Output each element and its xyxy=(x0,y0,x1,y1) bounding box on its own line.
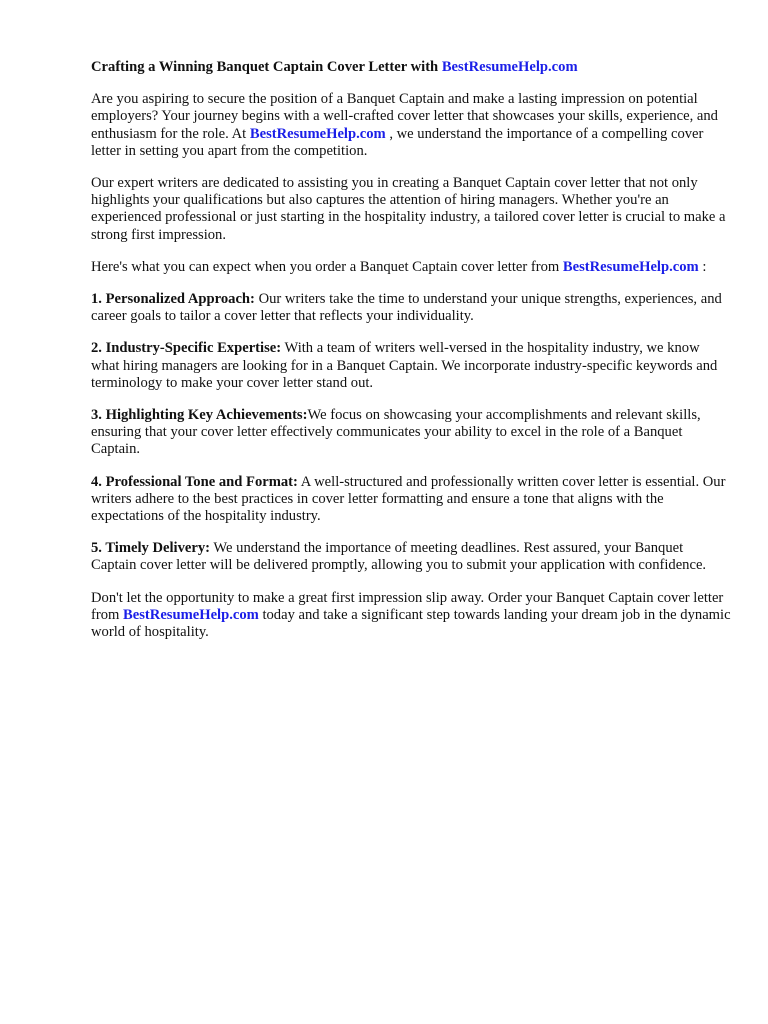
list-item-text: We focus on showcasing your accomplishments and relevant skills, ensuring that your cover letter effectively communicates your ability to excel in the role of a Banquet Captain. xyxy=(91,407,701,458)
intro-text-before: Are you aspiring to secure the position of a Banquet Captain and make a lasting impression on potential employers? Your journey begins with a well-crafted cover letter that showcases your skills, experience, and enthusiasm for the role. At xyxy=(91,91,718,142)
closing-site-link[interactable]: BestResumeHelp.com xyxy=(123,606,259,623)
title-site-link[interactable]: BestResumeHelp.com xyxy=(441,59,578,75)
list-item-tone-format xyxy=(91,474,731,526)
document-page xyxy=(91,59,731,656)
expect-paragraph xyxy=(91,259,731,276)
intro-text-after: , we understand the importance of a compelling cover letter in setting you apart from the competition. xyxy=(91,125,704,159)
list-item-heading: 2. Industry-Specific Expertise: xyxy=(91,340,282,357)
document-title xyxy=(91,59,731,76)
list-item-heading: 3. Highlighting Key Achievements: xyxy=(91,407,308,424)
list-item-heading: 5. Timely Delivery: xyxy=(91,540,211,557)
closing-paragraph xyxy=(91,590,731,642)
closing-text-before: Don't let the opportunity to make a great first impression slip away. Order your Banquet Captain cover letter from xyxy=(91,589,724,623)
title-text: Crafting a Winning Banquet Captain Cover Letter with xyxy=(91,59,442,75)
list-item-personalized-approach xyxy=(91,291,731,325)
list-item-text: We understand the importance of meeting deadlines. Rest assured, your Banquet Captain cover letter will be delivered promptly, allowing you to submit your application with confidence. xyxy=(91,540,707,574)
expect-text-before: Here's what you can expect when you order a Banquet Captain cover letter from xyxy=(91,258,563,275)
list-item-text: With a team of writers well-versed in the hospitality industry, we know what hiring managers are looking for in a Banquet Captain. We incorporate industry-specific keywords and terminology to make your cover letter stand out. xyxy=(91,340,718,391)
intro-site-link[interactable]: BestResumeHelp.com xyxy=(249,125,386,142)
list-item-key-achievements xyxy=(91,407,731,459)
intro-paragraph xyxy=(91,91,731,160)
expect-site-link[interactable]: BestResumeHelp.com xyxy=(562,258,699,275)
list-item-heading: 4. Professional Tone and Format: xyxy=(91,473,298,490)
closing-text-after: today and take a significant step towards landing your dream job in the dynamic world of hospitality. xyxy=(91,606,731,641)
expect-text-after: : xyxy=(698,258,707,275)
list-item-heading: 1. Personalized Approach: xyxy=(91,291,255,308)
list-item-text: A well-structured and professionally written cover letter is essential. Our writers adhere to the best practices in cover letter formatting and ensure a tone that aligns with the expectations of the hospitality industry. xyxy=(91,473,726,525)
list-item-text: Our writers take the time to understand your unique strengths, experiences, and career goals to tailor a cover letter that reflects your individuality. xyxy=(91,291,722,325)
list-item-timely-delivery xyxy=(91,540,731,574)
writers-paragraph: Our expert writers are dedicated to assisting you in creating a Banquet Captain cover letter that not only highlights your qualifications but also captures the attention of hiring managers. Whether you're an experienced professional or just starting in the hospitality industry, a tailored cover letter is crucial to make a strong first impression. xyxy=(91,175,726,243)
list-item-industry-expertise xyxy=(91,340,731,392)
